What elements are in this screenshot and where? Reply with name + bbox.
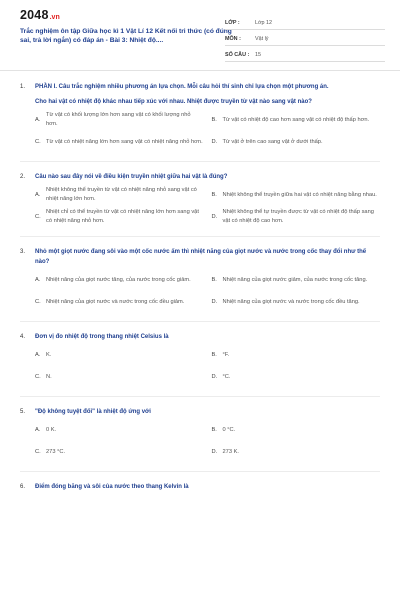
option-text: Nhiệt năng của giọt nước và nước trong cốc đều tăng. (222, 298, 360, 305)
answer-options (35, 271, 380, 315)
quiz-meta (225, 14, 385, 62)
option-letter: C. (35, 213, 41, 220)
answer-option[interactable] (35, 421, 204, 439)
option-text: Từ vật có nhiệt độ cao hơn sang vật có nhiệt độ thấp hơn. (222, 116, 370, 123)
option-letter: D. (211, 298, 218, 305)
option-letter: B. (211, 116, 217, 123)
question-body (35, 172, 380, 230)
option-letter: C. (35, 138, 41, 145)
option-letter: B. (211, 351, 217, 358)
answer-option[interactable] (35, 271, 204, 289)
site-logo[interactable]: 2048.vn (20, 8, 60, 22)
meta-question-count: SỐ CÂU : 15 (225, 46, 385, 62)
question-item (20, 332, 380, 390)
answer-option[interactable] (35, 186, 204, 204)
answer-option[interactable] (35, 111, 204, 129)
question-body (35, 482, 380, 492)
question-text: Đơn vị đo nhiệt độ trong thang nhiệt Celsius là (35, 334, 169, 340)
question-item (20, 482, 380, 492)
option-letter: D. (211, 373, 218, 380)
option-text: 0 K. (46, 426, 57, 433)
question-divider (20, 321, 380, 322)
option-letter: D. (211, 213, 218, 220)
answer-option[interactable] (212, 111, 381, 129)
option-letter: C. (35, 298, 41, 305)
question-item (20, 247, 380, 315)
answer-option[interactable] (212, 421, 381, 439)
question-divider (20, 236, 380, 237)
option-letter: D. (211, 138, 218, 145)
option-text: 273 K. (222, 448, 239, 455)
option-text: 0 °C. (222, 426, 236, 433)
option-letter: A. (35, 276, 41, 283)
question-text: Câu nào sau đây nói về điều kiện truyền nhiệt giữa hai vật là đúng? (35, 174, 228, 180)
option-text: 273 °C. (46, 448, 66, 455)
option-text: Từ vật có khối lượng lớn hơn sang vật có khối lượng nhỏ hơn. (46, 112, 191, 127)
question-text: Cho hai vật có nhiệt độ khác nhau tiếp xúc với nhau. Nhiệt được truyền từ vật nào sang vật nào? (35, 99, 312, 105)
answer-option[interactable] (212, 443, 381, 461)
answer-option[interactable] (35, 208, 204, 226)
answer-options (35, 111, 380, 155)
answer-option[interactable] (35, 443, 204, 461)
question-number: 5. (20, 409, 26, 415)
option-text: Nhiệt không thể truyền giữa hai vật có nhiệt năng bằng nhau. (222, 191, 377, 198)
question-text: "Độ không tuyệt đối" là nhiệt độ ứng với (35, 409, 151, 415)
question-number: 4. (20, 334, 26, 340)
question-item (20, 407, 380, 465)
answer-option[interactable] (212, 368, 381, 386)
option-letter: A. (35, 426, 41, 433)
option-letter: B. (211, 191, 217, 198)
question-list (20, 82, 380, 492)
option-letter: A. (35, 191, 41, 198)
quiz-title: Trắc nghiệm ôn tập Giữa học kì 1 Vật Lí 12 Kết nối tri thức (có đúng sai, trả lời ngắn) có đáp án - Bài 3: Nhiệt độ.... (20, 28, 232, 44)
question-text: Nhỏ một giọt nước đang sôi vào một cốc nước ấm thì nhiệt năng của giọt nước và nước trong cốc thay đổi như thế nào? (35, 249, 367, 265)
option-text: Nhiệt năng của giọt nước tăng, của nước trong cốc giảm. (46, 276, 191, 283)
option-letter: B. (211, 276, 217, 283)
option-text: Nhiệt năng của giọt nước giảm, của nước trong cốc tăng. (222, 276, 368, 283)
page-header (0, 0, 400, 66)
question-divider (20, 396, 380, 397)
answer-option[interactable] (212, 186, 381, 204)
option-text: K. (46, 351, 52, 358)
question-divider (20, 161, 380, 162)
meta-subject: MÔN : Vật lý (225, 30, 385, 46)
question-text: Điểm đóng băng và sôi của nước theo thang Kelvin là (35, 484, 189, 490)
option-text: Nhiệt không thể truyền từ vật có nhiệt năng nhỏ sang vật có nhiệt năng lớn hơn. (46, 187, 197, 202)
question-number: 6. (20, 484, 26, 490)
answer-option[interactable] (212, 271, 381, 289)
answer-option[interactable] (212, 293, 381, 311)
meta-class: LỚP : Lớp 12 (225, 14, 385, 30)
option-text: Nhiệt chỉ có thể truyền từ vật có nhiệt năng lớn hơn sang vật có nhiệt năng nhỏ hơn. (46, 209, 199, 224)
question-number: 2. (20, 174, 26, 180)
question-item (20, 82, 380, 155)
answer-option[interactable] (35, 133, 204, 151)
question-body (35, 247, 380, 315)
answer-option[interactable] (35, 368, 204, 386)
option-text: °C. (222, 373, 231, 380)
option-text: Từ vật ở trên cao sang vật ở dưới thấp. (222, 138, 323, 145)
answer-options (35, 186, 380, 230)
option-text: Từ vật có nhiệt năng lớn hơn sang vật có nhiệt năng nhỏ hơn. (46, 138, 203, 145)
option-letter: A. (35, 351, 41, 358)
option-letter: C. (35, 373, 41, 380)
answer-option[interactable] (212, 346, 381, 364)
option-text: Nhiệt năng của giọt nước và nước trong cốc đều giảm. (46, 298, 185, 305)
option-letter: A. (35, 116, 41, 123)
option-letter: B. (211, 426, 217, 433)
question-divider (20, 471, 380, 472)
question-body (35, 82, 380, 155)
option-text: Nhiệt không thể tự truyền được từ vật có nhiệt độ thấp sang vật có nhiệt độ cao hơn. (222, 209, 374, 224)
option-text: °F. (222, 351, 230, 358)
option-letter: D. (211, 448, 218, 455)
answer-option[interactable] (212, 208, 381, 226)
header-divider (0, 70, 400, 71)
question-body (35, 332, 380, 390)
answer-options (35, 421, 380, 465)
option-text: N. (46, 373, 52, 380)
answer-options (35, 346, 380, 390)
answer-option[interactable] (212, 133, 381, 151)
answer-option[interactable] (35, 293, 204, 311)
answer-option[interactable] (35, 346, 204, 364)
question-number: 1. (20, 84, 26, 90)
question-body (35, 407, 380, 465)
section-heading: PHẦN I. Câu trắc nghiệm nhiều phương án lựa chọn. Mỗi câu hỏi thí sinh chỉ lựa chọn một phương án. (35, 84, 329, 90)
option-letter: C. (35, 448, 41, 455)
question-item (20, 172, 380, 230)
question-number: 3. (20, 249, 26, 255)
